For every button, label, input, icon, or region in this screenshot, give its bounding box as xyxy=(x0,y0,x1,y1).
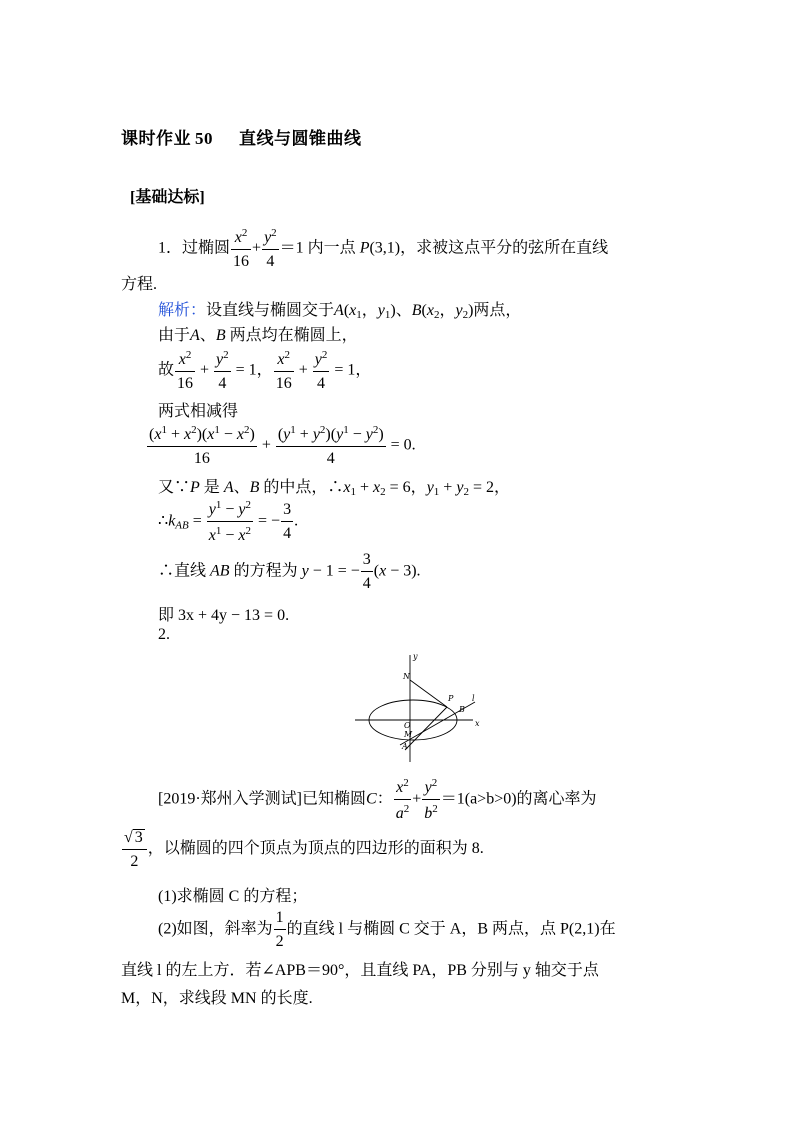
q2-part2-line3: M，N，求线段 MN 的长度. xyxy=(121,990,313,1007)
sol-line1: 解析：设直线与椭圆交于$A(x_1$，$y_1$)、$B(x_2$，$y_2$)两点， xyxy=(158,302,522,321)
label-P: P xyxy=(448,694,454,703)
q2-part1: (1)求椭圆 C 的方程； xyxy=(158,888,308,905)
sol-line8: ∴直线 AB 的方程为 y − 1 = − $\frac{3}{4}$ (x − 3). xyxy=(158,551,421,592)
label-N: N xyxy=(403,672,410,681)
section-heading: [基础达标] xyxy=(130,189,205,206)
label-A: A xyxy=(402,742,408,751)
q2-number: 2. xyxy=(158,626,170,643)
ellipse-diagram xyxy=(355,650,485,765)
q2-line1: [2019·郑州入学测试]已知椭圆C： $\frac{x^2}{a^2}$ + $\frac{y^2}{b^2}$ ＝1(a>b>0)的离心率为 xyxy=(158,777,597,822)
sol-line5: $\frac{(x^1 + x^2)(x^1 - x^2)}{16}$ + $\frac{(y^1 + y^2)(y^1 - y^2)}{4}$ = 0. xyxy=(149,424,416,467)
line-NP xyxy=(410,680,447,707)
label-x: x xyxy=(475,719,480,728)
line-PA xyxy=(405,707,447,750)
sol-line7: $\therefore k_{AB}$ = $\frac{y^1 - y^2}{x^1 - x^2}$ = − $\frac{3}{4}$ . xyxy=(158,499,299,544)
label-O: O xyxy=(404,721,411,730)
sol-line2: 由于A、B 两点均在椭圆上， xyxy=(158,327,358,344)
q1-line2: 方程. xyxy=(121,276,158,293)
sol-line3: 故 $\frac{x^2}{16}$ + $\frac{y^2}{4}$ = 1， $\frac{x^2}{16}$ + $\frac{y^2}{4}$ = 1， xyxy=(158,349,372,392)
q2-part2-line1: (2)如图，斜率为 $\frac{1}{2}$ 的直线 l 与椭圆 C 交于 A，B 两点，点 P(2,1)在 xyxy=(158,909,616,950)
q2-part2-line2: 直线 l 的左上方．若∠APB＝90°，且直线 PA，PB 分别与 y 轴交于点 xyxy=(121,962,599,979)
label-y: y xyxy=(413,652,418,661)
page-title: 课时作业 50 直线与圆锥曲线 xyxy=(121,129,362,148)
label-M: M xyxy=(404,730,413,739)
q1-line1: 1．过椭圆 $\frac{x^2}{16}$ + $\frac{y^2}{4}$ ＝1 内一点 P(3,1)，求被这点平分的弦所在直线 xyxy=(158,227,609,270)
q1-frac-y: $\frac{y^2}{4}$ xyxy=(264,227,277,270)
label-B: B xyxy=(459,705,465,714)
q1-frac-x: $\frac{x^2}{16}$ xyxy=(233,227,250,270)
q2-line2: $\frac{√ 3}{2}$ ，以椭圆的四个顶点为顶点的四边形的面积为 8. xyxy=(124,829,484,870)
sol-line9: 即 3x + 4y − 13 = 0. xyxy=(158,607,290,624)
label-l: l xyxy=(472,694,475,703)
sol-line6: 又∵P 是 A、B 的中点，$\therefore x_1 + x_2 = 6$，$y_1 + y_2 = 2$， xyxy=(158,479,510,498)
sol-line4: 两式相减得 xyxy=(158,403,239,420)
